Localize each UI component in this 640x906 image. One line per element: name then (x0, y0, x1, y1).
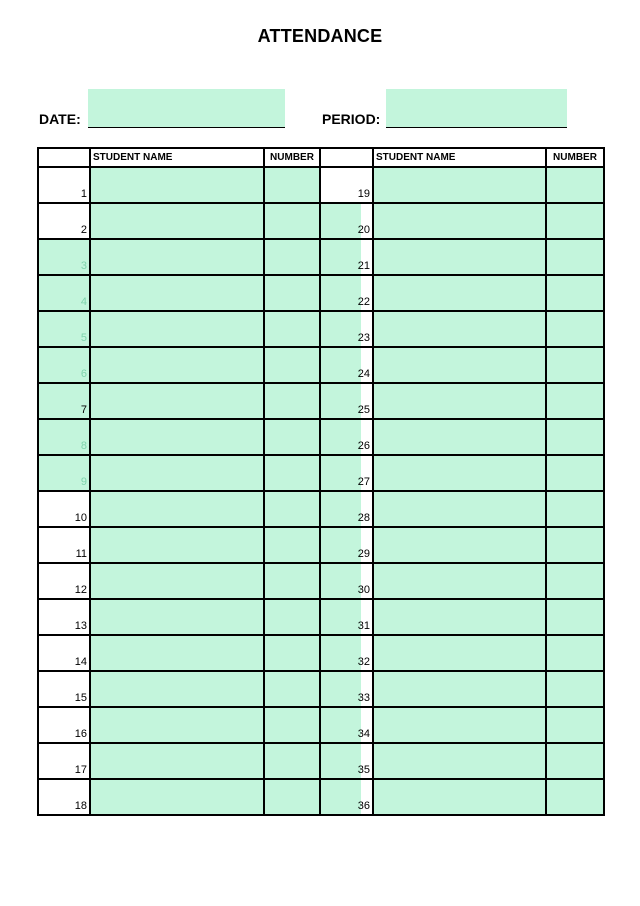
student-number-cell[interactable] (546, 455, 604, 491)
row-number-label: 2 (80, 224, 87, 236)
table-row (38, 707, 604, 743)
table-row (38, 599, 604, 635)
student-number-cell[interactable] (546, 671, 604, 707)
row-number-label: 6 (80, 368, 87, 380)
row-number-label: 27 (357, 476, 370, 488)
row-index-left (38, 419, 90, 455)
student-name-cell[interactable] (373, 491, 546, 527)
table-row (38, 527, 604, 563)
row-index-right (320, 779, 373, 815)
row-index-right (320, 383, 373, 419)
student-name-cell[interactable] (90, 779, 264, 815)
student-number-cell[interactable] (264, 671, 320, 707)
row-index-left (38, 671, 90, 707)
table-row (38, 455, 604, 491)
row-index-right (320, 455, 373, 491)
student-name-cell[interactable] (373, 275, 546, 311)
table-row (38, 167, 604, 203)
student-number-cell[interactable] (546, 383, 604, 419)
student-number-cell[interactable] (546, 707, 604, 743)
table-row (38, 779, 604, 815)
row-index-right (320, 599, 373, 635)
row-index-left (38, 635, 90, 671)
student-name-cell[interactable] (90, 491, 264, 527)
student-name-cell[interactable] (90, 203, 264, 239)
row-number-label: 35 (357, 764, 370, 776)
student-number-cell[interactable] (264, 599, 320, 635)
row-index-right (320, 527, 373, 563)
table-row (38, 275, 604, 311)
row-index-left (38, 779, 90, 815)
student-name-cell[interactable] (90, 239, 264, 275)
row-number-label: 34 (357, 728, 370, 740)
student-name-cell[interactable] (90, 419, 264, 455)
student-number-cell[interactable] (264, 563, 320, 599)
student-name-cell[interactable] (373, 599, 546, 635)
student-name-cell[interactable] (373, 347, 546, 383)
student-name-cell[interactable] (90, 275, 264, 311)
date-underline (88, 127, 285, 128)
row-number-label: 23 (357, 332, 370, 344)
student-number-cell[interactable] (264, 491, 320, 527)
row-number-label: 4 (80, 296, 87, 308)
table-row (38, 347, 604, 383)
student-number-cell[interactable] (264, 707, 320, 743)
header-row (38, 148, 604, 167)
number-header-left: NUMBER (264, 148, 320, 167)
student-number-cell[interactable] (264, 239, 320, 275)
student-number-cell[interactable] (264, 311, 320, 347)
student-name-cell[interactable] (90, 671, 264, 707)
student-name-cell[interactable] (373, 635, 546, 671)
row-number-label: 14 (74, 656, 87, 668)
student-number-cell[interactable] (546, 239, 604, 275)
student-name-cell[interactable] (90, 383, 264, 419)
date-field[interactable] (88, 89, 285, 127)
student-name-cell[interactable] (373, 167, 546, 203)
student-name-header-left: STUDENT NAME (90, 148, 264, 167)
student-name-cell[interactable] (373, 707, 546, 743)
row-number-label: 32 (357, 656, 370, 668)
row-number-label: 7 (80, 404, 87, 416)
student-number-cell[interactable] (546, 347, 604, 383)
student-name-cell[interactable] (90, 599, 264, 635)
row-index-right (320, 563, 373, 599)
student-number-cell[interactable] (546, 419, 604, 455)
student-number-cell[interactable] (546, 275, 604, 311)
student-name-cell[interactable] (373, 455, 546, 491)
student-number-cell[interactable] (546, 599, 604, 635)
row-index-left (38, 383, 90, 419)
student-name-cell[interactable] (373, 779, 546, 815)
row-index-right (320, 635, 373, 671)
row-index-left (38, 455, 90, 491)
row-index-right (320, 491, 373, 527)
period-label: PERIOD: (322, 111, 381, 127)
student-number-cell[interactable] (546, 635, 604, 671)
student-number-cell[interactable] (264, 203, 320, 239)
row-index-left (38, 527, 90, 563)
student-number-cell[interactable] (546, 563, 604, 599)
row-number-label: 18 (74, 800, 87, 812)
student-name-cell[interactable] (90, 707, 264, 743)
table-row (38, 635, 604, 671)
student-number-cell[interactable] (264, 167, 320, 203)
row-number-label: 8 (80, 440, 87, 452)
row-index-left (38, 311, 90, 347)
table-row (38, 419, 604, 455)
student-number-cell[interactable] (546, 743, 604, 779)
student-number-cell[interactable] (546, 203, 604, 239)
row-index-right (320, 671, 373, 707)
row-number-label: 13 (74, 620, 87, 632)
student-name-cell[interactable] (373, 563, 546, 599)
row-number-label: 16 (74, 728, 87, 740)
row-number-label: 11 (75, 548, 87, 560)
student-name-cell[interactable] (373, 743, 546, 779)
row-number-label: 25 (357, 404, 370, 416)
row-number-label: 24 (357, 368, 370, 380)
student-number-cell[interactable] (264, 275, 320, 311)
row-number-label: 21 (357, 260, 370, 272)
student-number-cell[interactable] (546, 311, 604, 347)
table-row (38, 203, 604, 239)
row-index-right (320, 167, 373, 203)
student-name-header-right: STUDENT NAME (373, 148, 546, 167)
student-number-cell[interactable] (264, 455, 320, 491)
student-number-cell[interactable] (546, 491, 604, 527)
row-index-left (38, 167, 90, 203)
row-index-right (320, 275, 373, 311)
student-number-cell[interactable] (546, 779, 604, 815)
attendance-body (38, 167, 604, 815)
student-name-cell[interactable] (90, 455, 264, 491)
student-number-cell[interactable] (264, 527, 320, 563)
row-index-left (38, 599, 90, 635)
student-name-cell[interactable] (90, 167, 264, 203)
date-label: DATE: (39, 111, 81, 127)
student-name-cell[interactable] (373, 239, 546, 275)
student-name-cell[interactable] (90, 635, 264, 671)
student-name-cell[interactable] (373, 527, 546, 563)
row-index-right (320, 347, 373, 383)
table-row (38, 671, 604, 707)
student-number-cell[interactable] (264, 779, 320, 815)
row-number-label: 10 (74, 512, 87, 524)
row-index-right (320, 239, 373, 275)
page-title: ATTENDANCE (257, 26, 383, 46)
row-index-left (38, 347, 90, 383)
student-number-cell[interactable] (264, 635, 320, 671)
row-index-left (38, 491, 90, 527)
table-row (38, 311, 604, 347)
student-name-cell[interactable] (90, 347, 264, 383)
student-number-cell[interactable] (264, 347, 320, 383)
table-row (38, 239, 604, 275)
row-number-label: 9 (80, 476, 87, 488)
row-index-left (38, 707, 90, 743)
row-number-label: 12 (74, 584, 87, 596)
row-number-label: 26 (357, 440, 370, 452)
row-index-left (38, 743, 90, 779)
row-number-label: 15 (74, 692, 87, 704)
row-index-right (320, 707, 373, 743)
row-number-label: 5 (80, 332, 87, 344)
index-header-right (320, 148, 373, 167)
table-row (38, 383, 604, 419)
row-number-label: 31 (357, 620, 370, 632)
row-number-label: 1 (80, 188, 87, 200)
row-index-left (38, 563, 90, 599)
student-name-cell[interactable] (90, 563, 264, 599)
attendance-table (37, 147, 605, 816)
row-number-label: 19 (357, 188, 370, 200)
student-name-cell[interactable] (90, 743, 264, 779)
student-number-cell[interactable] (546, 167, 604, 203)
index-header-left (38, 148, 90, 167)
student-name-cell[interactable] (90, 527, 264, 563)
row-index-right (320, 203, 373, 239)
row-number-label: 30 (357, 584, 370, 596)
row-number-label: 29 (357, 548, 370, 560)
table-row (38, 563, 604, 599)
table-row (38, 743, 604, 779)
row-number-label: 28 (357, 512, 370, 524)
row-index-left (38, 203, 90, 239)
row-index-left (38, 275, 90, 311)
student-number-cell[interactable] (264, 743, 320, 779)
row-number-label: 33 (357, 692, 370, 704)
student-number-cell[interactable] (264, 419, 320, 455)
student-name-cell[interactable] (373, 203, 546, 239)
row-index-right (320, 743, 373, 779)
row-number-label: 17 (74, 764, 87, 776)
student-name-cell[interactable] (90, 311, 264, 347)
row-index-right (320, 311, 373, 347)
period-field[interactable] (386, 89, 567, 127)
row-index-right (320, 419, 373, 455)
student-name-cell[interactable] (373, 671, 546, 707)
period-underline (386, 127, 567, 128)
row-index-left (38, 239, 90, 275)
student-number-cell[interactable] (264, 383, 320, 419)
student-name-cell[interactable] (373, 419, 546, 455)
row-number-label: 3 (80, 260, 87, 272)
number-header-right: NUMBER (546, 148, 604, 167)
table-row (38, 491, 604, 527)
student-name-cell[interactable] (373, 383, 546, 419)
row-number-label: 36 (357, 800, 370, 812)
student-name-cell[interactable] (373, 311, 546, 347)
row-number-label: 20 (357, 224, 370, 236)
row-number-label: 22 (357, 296, 370, 308)
student-number-cell[interactable] (546, 527, 604, 563)
